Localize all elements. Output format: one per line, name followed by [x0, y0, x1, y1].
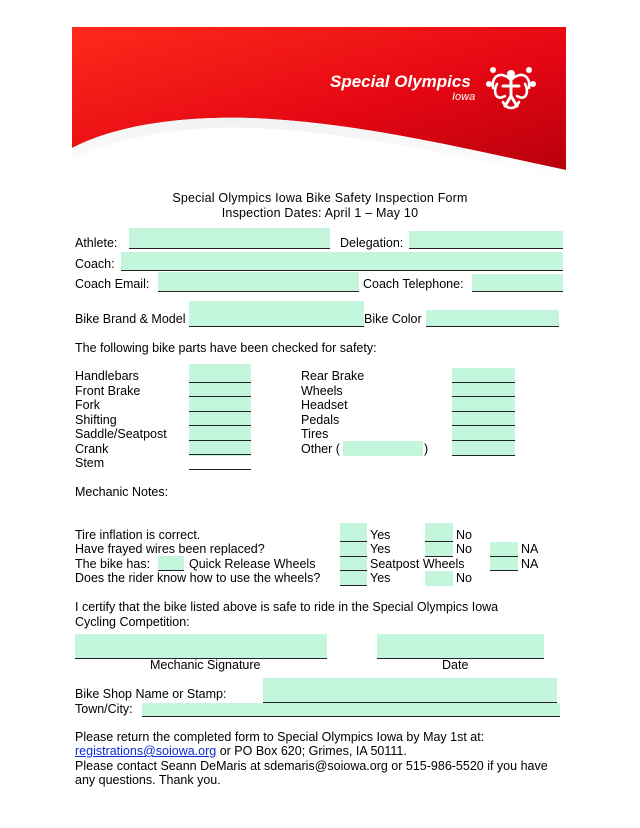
part-label-saddle-seatpost: Saddle/Seatpost [75, 427, 167, 441]
town-label: Town/City: [75, 702, 133, 716]
check-frayed-no[interactable] [425, 556, 453, 557]
no-check-column-top [425, 523, 453, 556]
check-shifting[interactable] [189, 425, 251, 426]
part-label-rear-brake: Rear Brake [301, 369, 365, 383]
check-fork[interactable] [189, 411, 251, 412]
tire-yes-label: Yes [370, 528, 391, 542]
bike-color-label: Bike Color [364, 312, 422, 326]
check-other[interactable] [452, 455, 515, 456]
check-crank[interactable] [189, 454, 251, 455]
part-label-pedals: Pedals [301, 413, 340, 427]
check-tires[interactable] [452, 440, 515, 441]
option-seatpost-label: Seatpost Wheels [370, 557, 465, 571]
check-frayed-na[interactable] [490, 556, 518, 557]
certify-line-2: Cycling Competition: [75, 615, 190, 629]
check-frayed-yes[interactable] [340, 556, 367, 557]
check-rider-no[interactable] [425, 571, 453, 586]
bike-shop-label: Bike Shop Name or Stamp: [75, 687, 227, 701]
part-label-other: Other ( [301, 442, 340, 456]
bike-color-field[interactable] [426, 310, 559, 327]
special-olympics-emblem-icon [483, 62, 539, 114]
check-front-brake[interactable] [189, 396, 251, 397]
coach-field[interactable] [121, 252, 563, 271]
form-title: Special Olympics Iowa Bike Safety Inspection Form [172, 191, 468, 205]
logo-title: Special Olympics [330, 72, 471, 91]
footer-line-2 [75, 744, 407, 759]
coach-label: Coach: [75, 257, 115, 271]
check-tire-no[interactable] [425, 541, 453, 542]
footer-line-4: any questions. Thank you. [75, 773, 221, 787]
frayed-yes-label: Yes [370, 542, 391, 556]
other-part-field[interactable] [343, 441, 423, 456]
delegation-label: Delegation: [340, 236, 404, 250]
rider-no-label: No [456, 571, 472, 585]
part-label-wheels: Wheels [301, 384, 343, 398]
part-label-headset: Headset [301, 398, 348, 412]
parts-intro: The following bike parts have been checked for safety: [75, 341, 377, 355]
bike-shop-field[interactable] [263, 678, 557, 703]
check-stem[interactable] [189, 469, 251, 470]
date-label: Date [442, 658, 469, 672]
footer-line-1: Please return the completed form to Special Olympics Iowa by May 1st at: [75, 730, 485, 744]
delegation-field[interactable] [409, 231, 563, 249]
coach-email-label: Coach Email: [75, 277, 150, 291]
certify-line-1: I certify that the bike listed above is safe to ride in the Special Olympics Iowa [75, 600, 499, 614]
coach-telephone-label: Coach Telephone: [363, 277, 464, 291]
registrations-email-link[interactable]: registrations@soiowa.org [75, 744, 217, 758]
check-seatpost[interactable] [340, 570, 367, 571]
part-label-front-brake: Front Brake [75, 384, 141, 398]
check-saddle-seatpost[interactable] [189, 440, 251, 441]
frayed-no-label: No [456, 542, 472, 556]
bike-brand-label: Bike Brand & Model [75, 312, 186, 326]
coach-telephone-field[interactable] [472, 274, 563, 292]
town-field[interactable] [142, 703, 560, 717]
check-headset[interactable] [452, 411, 515, 412]
bike-brand-field[interactable] [189, 301, 364, 327]
part-label-crank: Crank [75, 442, 109, 456]
check-wheels[interactable] [452, 396, 515, 397]
header-banner [0, 0, 640, 175]
part-label-handlebars: Handlebars [75, 369, 139, 383]
other-close-paren: ) [424, 442, 429, 456]
question-bike-has: The bike has: [75, 557, 151, 571]
check-quick-release[interactable] [158, 556, 184, 571]
check-wheels-na[interactable] [490, 570, 518, 571]
mechanic-notes-label: Mechanic Notes: [75, 485, 169, 499]
part-label-fork: Fork [75, 398, 100, 412]
coach-email-field[interactable] [158, 272, 359, 292]
athlete-label: Athlete: [75, 236, 118, 250]
wheels-na-label: NA [521, 557, 539, 571]
mechanic-signature-field[interactable] [75, 634, 327, 659]
question-frayed-wires: Have frayed wires been replaced? [75, 542, 265, 556]
logo-subtitle: Iowa [452, 91, 476, 103]
check-rider-yes[interactable] [340, 585, 367, 586]
check-handlebars[interactable] [189, 382, 251, 383]
check-tire-yes[interactable] [340, 541, 367, 542]
date-field[interactable] [377, 634, 544, 659]
part-label-tires: Tires [301, 427, 329, 441]
check-rear-brake[interactable] [452, 382, 515, 383]
part-check-left-column [189, 364, 251, 456]
frayed-na-label: NA [521, 542, 539, 556]
part-label-stem: Stem [75, 456, 105, 470]
option-quick-release-label: Quick Release Wheels [189, 557, 316, 571]
footer-line-3: Please contact Seann DeMaris at sdemaris@soiowa.org or 515-986-5520 if you have [75, 759, 548, 773]
part-label-shifting: Shifting [75, 413, 117, 427]
yes-check-column [340, 523, 367, 586]
tire-no-label: No [456, 528, 472, 542]
rider-yes-label: Yes [370, 571, 391, 585]
mechanic-signature-label: Mechanic Signature [150, 658, 261, 672]
inspection-dates: Inspection Dates: April 1 – May 10 [221, 206, 419, 220]
footer-line-2-rest: or PO Box 620; Grimes, IA 50111. [216, 744, 407, 758]
athlete-field[interactable] [129, 228, 330, 249]
check-pedals[interactable] [452, 425, 515, 426]
question-tire-inflation: Tire inflation is correct. [75, 528, 201, 542]
question-rider-knows: Does the rider know how to use the wheels? [75, 571, 321, 585]
